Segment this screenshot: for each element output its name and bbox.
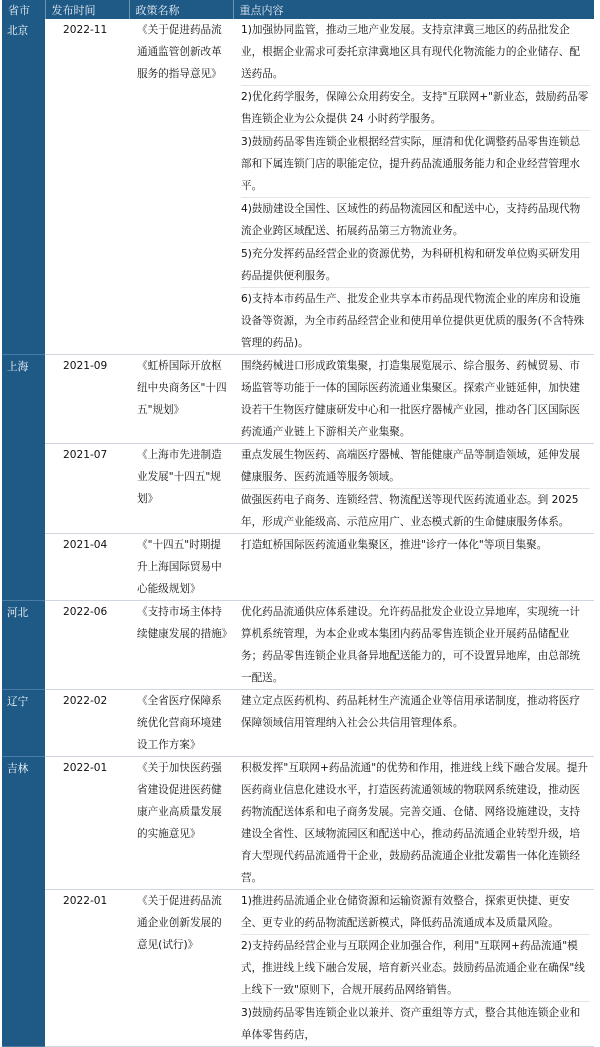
policy-name-cell: 《关于加快医药强省建设促进医药健康产业高质量发展的实施意见》 bbox=[129, 757, 233, 890]
header-key-content: 重点内容 bbox=[233, 0, 594, 19]
table-header bbox=[2, 0, 594, 19]
content-paragraph: 优化药品流通供应体系建设。允许药品批发企业设立异地库，实现统一计算机系统管理，为本企业或本集团内药品零售连锁企业开展药品储配业务；药品零售连锁企业具备异地配送能力的，可不设置异地库，由总部统一配送。 bbox=[241, 606, 580, 684]
date-cell: 2022-11 bbox=[45, 19, 129, 355]
policy-name-cell: 《虹桥国际开放枢纽中央商务区"十四五"规划》 bbox=[129, 355, 233, 444]
policy-name-cell: 《上海市先进制造业发展"十四五"规划》 bbox=[129, 444, 233, 534]
table-row bbox=[2, 757, 594, 890]
content-paragraph: 6)支持本市药品生产、批发企业共享本市药品现代物流企业的库房和设施设备等资源，为全市药品经营企业和使用单位提供更优质的服务(不含特殊管理的药品)。 bbox=[241, 287, 590, 354]
policy-name-cell: 《关于促进药品流通企业创新发展的意见(试行)》 bbox=[129, 890, 233, 1047]
content-paragraph: 积极发挥"互联网+药品流通"的优势和作用，推进线上线下融合发展。提升医药商业信息化建设水平，打造医药流通领域的物联网系统建设，推动医药物流配送体系和电子商务发展。完善交通、仓储、网络设施建设，支持建设全省性、区域物流园区和配送中心，推动药品流通企业转型升级，培育大型现代药品流通骨干企业，鼓励药品流通企业批发霸售一体化连锁经营。 bbox=[241, 762, 589, 884]
header-policy-name: 政策名称 bbox=[129, 0, 233, 19]
date-cell: 2021-07 bbox=[45, 444, 129, 534]
date-cell: 2022-02 bbox=[45, 690, 129, 757]
content-paragraph: 2)优化药学服务，保障公众用药安全。支持"互联网+"新业态，鼓励药品零售连锁企业为公众提供 24 小时药学服务。 bbox=[241, 85, 590, 130]
content-paragraph: 2)支持药品经营企业与互联网企业加强合作，利用"互联网+药品流通"模式，推进线上线下融合发展，培育新兴业态。鼓励药品流通企业在确保"线上线下一致"原则下，合规开展药品网络销售。 bbox=[241, 934, 590, 1001]
content-paragraph: 3)鼓励药品零售连锁企业以兼并、资产重组等方式，整合其他连锁企业和单体零售药店， bbox=[241, 1001, 590, 1046]
content-paragraph: 1)推进药品流通企业仓储资源和运输资源有效整合，探索更快捷、更安全、更专业的药品物流配送新模式，降低药品流通成本及质量风险。 bbox=[241, 895, 570, 929]
policy-name-cell: 《全省医疗保障系统优化营商环境建设工作方案》 bbox=[129, 690, 233, 757]
key-content-cell bbox=[233, 534, 594, 601]
policy-table bbox=[2, 0, 594, 1047]
content-paragraph: 打造虹桥国际医药流通业集聚区，推进"诊疗一体化"等项目集聚。 bbox=[241, 539, 548, 551]
policy-name-cell: 《"十四五"时期提升上海国际贸易中心能级规划》 bbox=[129, 534, 233, 601]
date-cell: 2022-06 bbox=[45, 601, 129, 690]
province-cell: 北京 bbox=[2, 19, 45, 355]
key-content-cell bbox=[233, 757, 594, 890]
content-paragraph: 重点发展生物医药、高端医疗器械、智能健康产品等制造领域，延伸发展健康服务、医药流通等服务领域。 bbox=[241, 449, 580, 483]
content-paragraph: 3)鼓励药品零售连锁企业根据经营实际，厘清和优化调整药品零售连锁总部和下属连锁门店的职能定位，提升药品流通服务能力和企业经营管理水平。 bbox=[241, 130, 590, 197]
table-row bbox=[2, 890, 594, 1047]
date-cell: 2021-09 bbox=[45, 355, 129, 444]
content-paragraph: 1)加强协同监管，推动三地产业发展。支持京津冀三地区的药品批发企业，根据企业需求可委托京津冀地区具有现代化物流能力的企业储存、配送药品。 bbox=[241, 24, 580, 80]
table-row bbox=[2, 690, 594, 757]
key-content-cell bbox=[233, 19, 594, 355]
province-cell: 辽宁 bbox=[2, 690, 45, 757]
date-cell: 2021-04 bbox=[45, 534, 129, 601]
table-row bbox=[2, 534, 594, 601]
province-cell: 河北 bbox=[2, 601, 45, 690]
policy-name-cell: 《支持市场主体持续健康发展的措施》 bbox=[129, 601, 233, 690]
table-row bbox=[2, 19, 594, 355]
header-province: 省市 bbox=[2, 0, 45, 19]
province-cell: 上海 bbox=[2, 355, 45, 601]
content-paragraph: 5)充分发挥药品经营企业的资源优势，为科研机构和研发单位购买研发用药品提供便利服务。 bbox=[241, 242, 590, 287]
table-row bbox=[2, 355, 594, 444]
content-paragraph: 做强医药电子商务、连锁经营、物流配送等现代医药流通业态。到 2025 年，形成产业能级高、示范应用广、业态模式新的生命健康服务体系。 bbox=[241, 488, 590, 533]
date-cell: 2022-01 bbox=[45, 757, 129, 890]
key-content-cell bbox=[233, 601, 594, 690]
key-content-cell bbox=[233, 444, 594, 534]
key-content-cell bbox=[233, 890, 594, 1047]
header-row bbox=[2, 0, 594, 19]
header-date: 发布时间 bbox=[45, 0, 129, 19]
date-cell: 2022-01 bbox=[45, 890, 129, 1047]
key-content-cell bbox=[233, 355, 594, 444]
content-paragraph: 围绕药械进口形成政策集聚，打造集展览展示、综合服务、药械贸易、市场监管等功能于一体的国际医药流通业集聚区。探索产业链延伸，加快建设若干生物医疗健康研发中心和一批医疗器械产业园，推动各门区国际医药流通产业链上下游相关产业集聚。 bbox=[241, 360, 580, 438]
key-content-cell bbox=[233, 690, 594, 757]
table-body bbox=[2, 19, 594, 1047]
province-cell: 吉林 bbox=[2, 757, 45, 1047]
table-row bbox=[2, 444, 594, 534]
table-row bbox=[2, 601, 594, 690]
content-paragraph: 建立定点医药机构、药品耗材生产流通企业等信用承诺制度，推动将医疗保障领域信用管理纳入社会公共信用管理体系。 bbox=[241, 695, 580, 729]
policy-name-cell: 《关于促进药品流通通监管创新改革服务的指导意见》 bbox=[129, 19, 233, 355]
content-paragraph: 4)鼓励建设全国性、区域性的药品物流园区和配送中心，支持药品现代物流企业跨区域配送、拓展药品第三方物流业务。 bbox=[241, 197, 590, 242]
